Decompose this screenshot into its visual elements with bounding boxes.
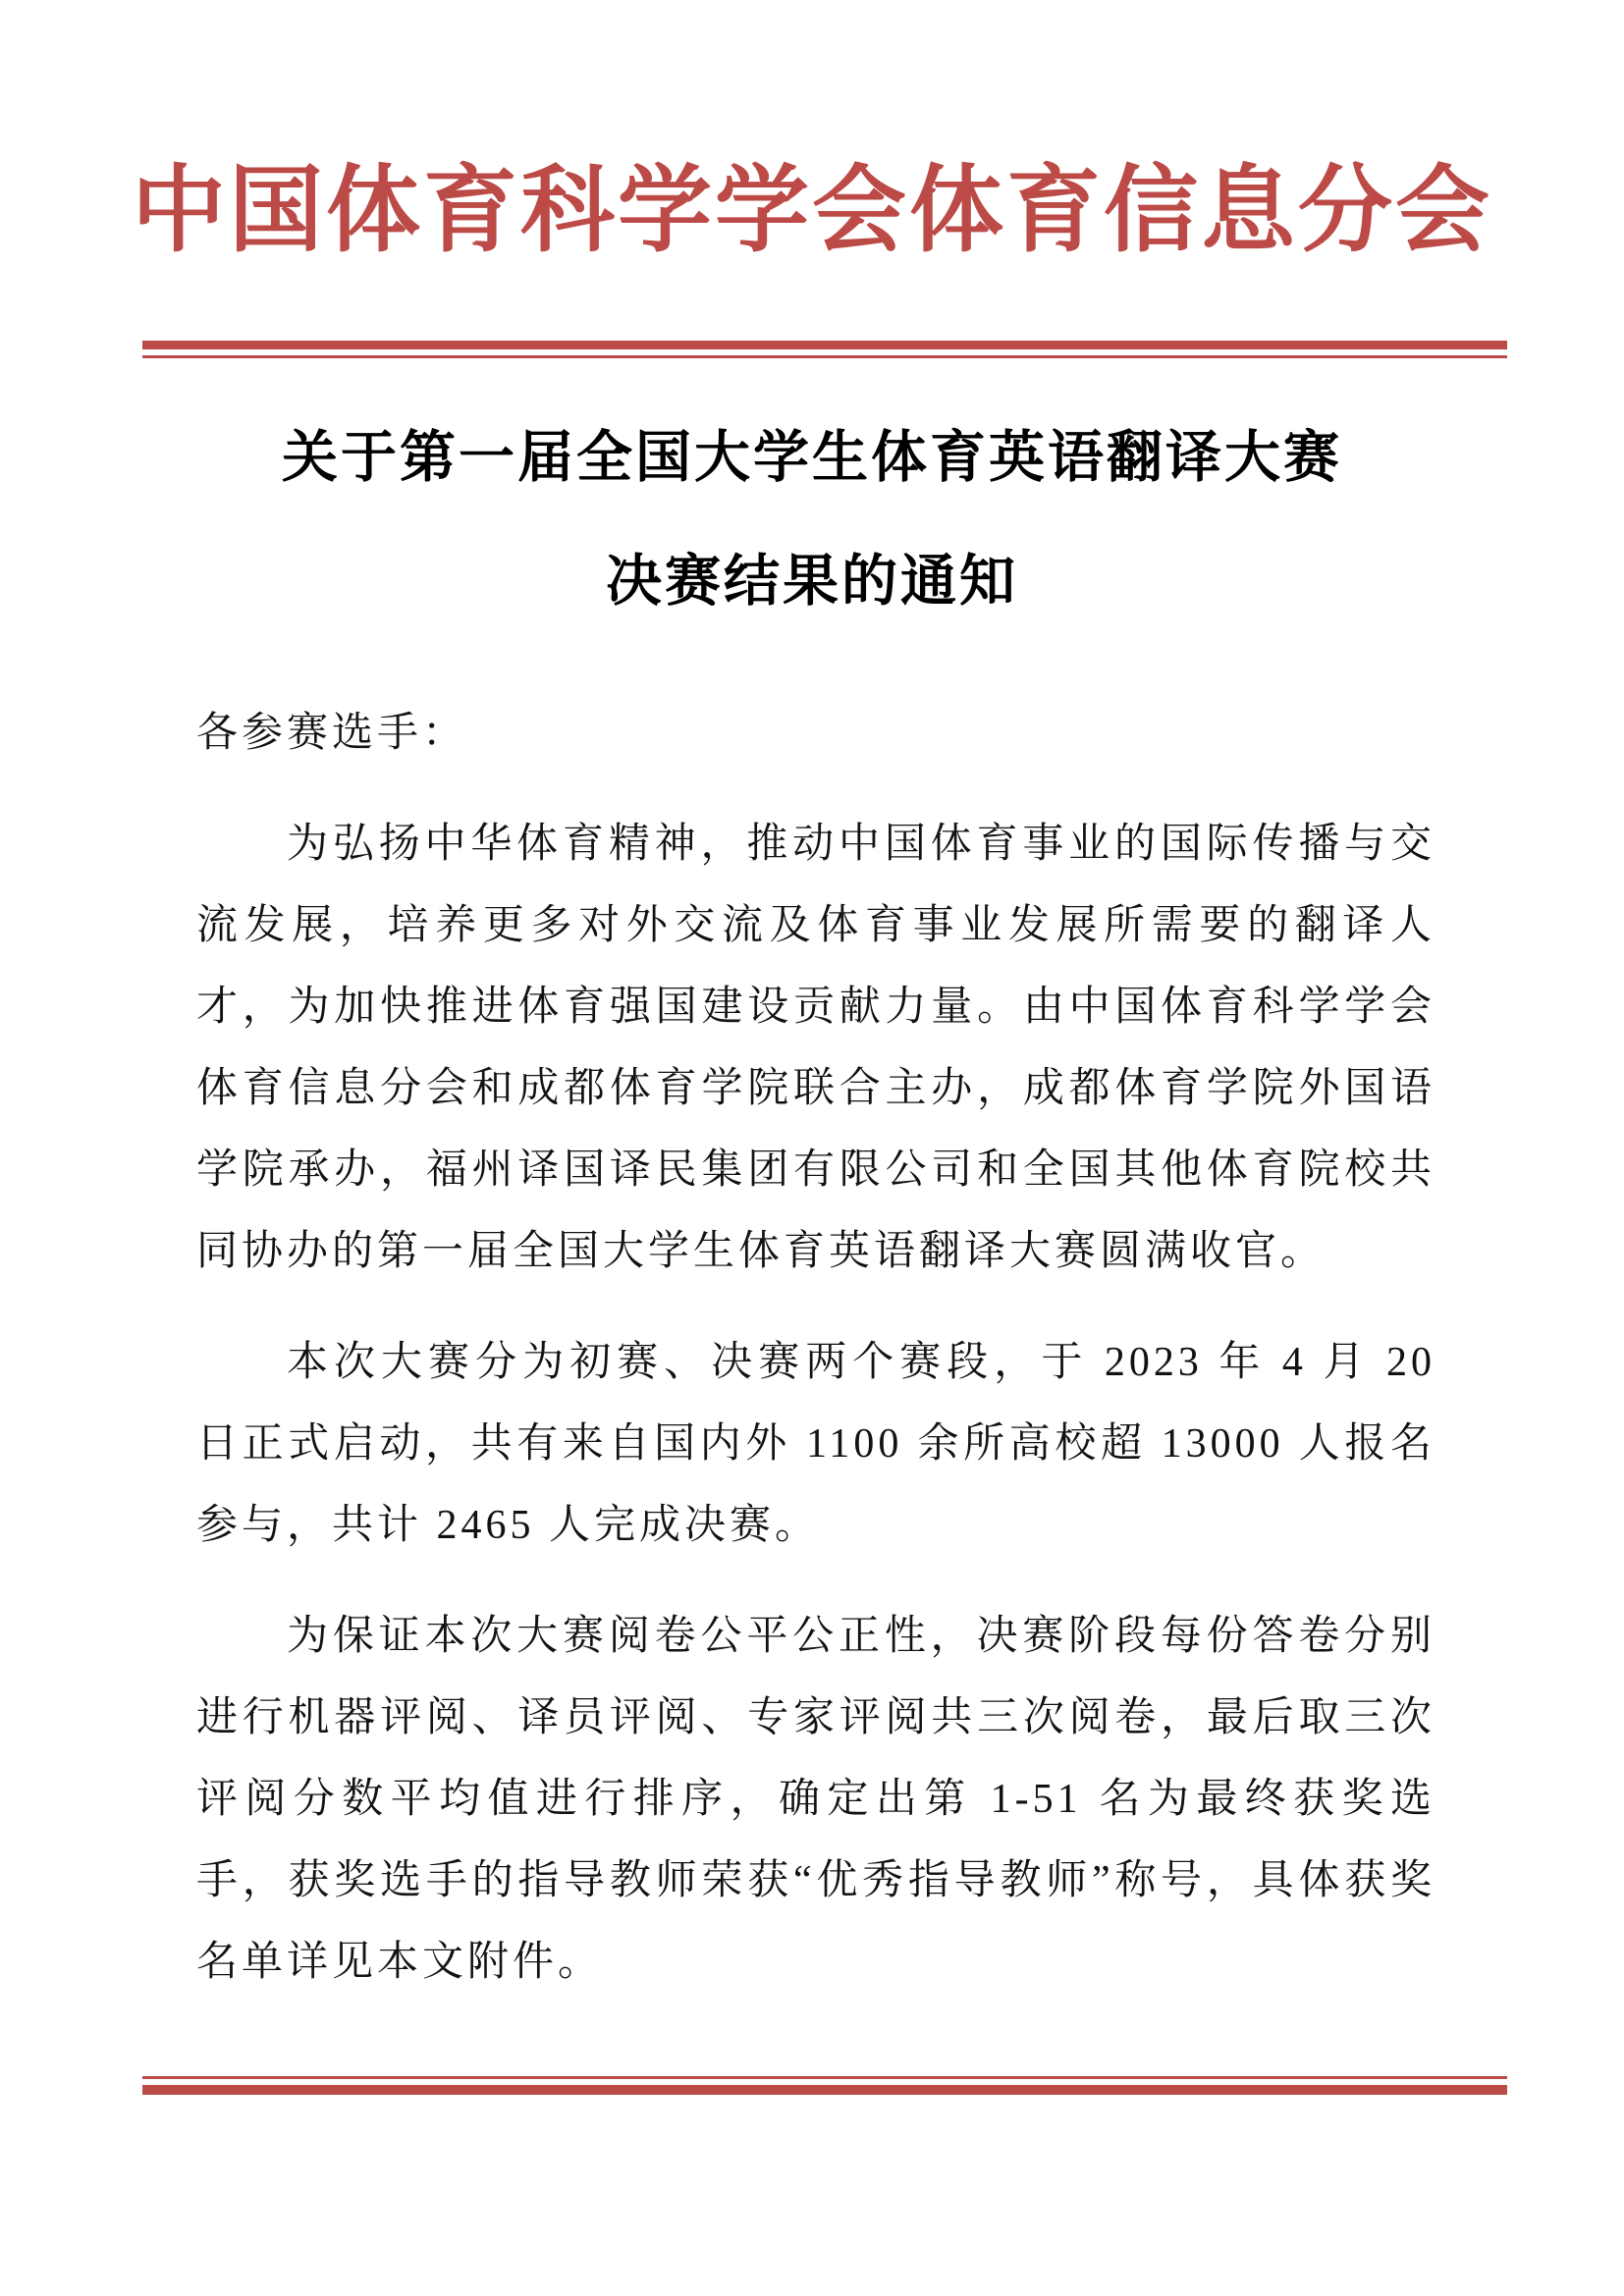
footer-divider-thin-line	[142, 2076, 1507, 2079]
notice-title-line2: 决赛结果的通知	[606, 551, 1018, 613]
footer-divider	[142, 2076, 1507, 2095]
body-paragraph-1: 为弘扬中华体育精神，推动中国体育事业的国际传播与交流发展，培养更多对外交流及体育事业发展所需要的翻译人才，为加快推进体育强国建设贡献力量。由中国体育科学学会体育信息分会和成都体育学院联合主办，成都体育学院外国语学院承办，福州译国译民集团有限公司和全国其他体育院校共同协办的第一届全国大学生体育英语翻译大赛圆满收官。	[196, 822, 1435, 1274]
notice-title	[0, 397, 1624, 644]
body-paragraph-2: 本次大赛分为初赛、决赛两个赛段，于 2023 年 4 月 20 日正式启动，共有来自国内外 1100 余所高校超 13000 人报名参与，共计 2465 人完成决赛。	[196, 1340, 1435, 1548]
notice-body	[196, 693, 1435, 2003]
header-divider	[142, 341, 1507, 358]
notice-title-line1: 关于第一届全国大学生体育英语翻译大赛	[282, 427, 1342, 489]
header-divider-thick-line	[142, 341, 1507, 349]
footer-divider-thick-line	[142, 2085, 1507, 2095]
header-divider-thin-line	[142, 355, 1507, 358]
masthead-title: 中国体育科学学会体育信息分会	[132, 158, 1492, 263]
body-paragraph-3: 为保证本次大赛阅卷公平公正性，决赛阶段每份答卷分别进行机器评阅、译员评阅、专家评阅共三次阅卷，最后取三次评阅分数平均值进行排序，确定出第 1-51 名为最终获奖选手，获奖选手的指导教师荣获“优秀指导教师”称号，具体获奖名单详见本文附件。	[196, 1614, 1435, 1985]
salutation: 各参赛选手：	[196, 711, 468, 756]
